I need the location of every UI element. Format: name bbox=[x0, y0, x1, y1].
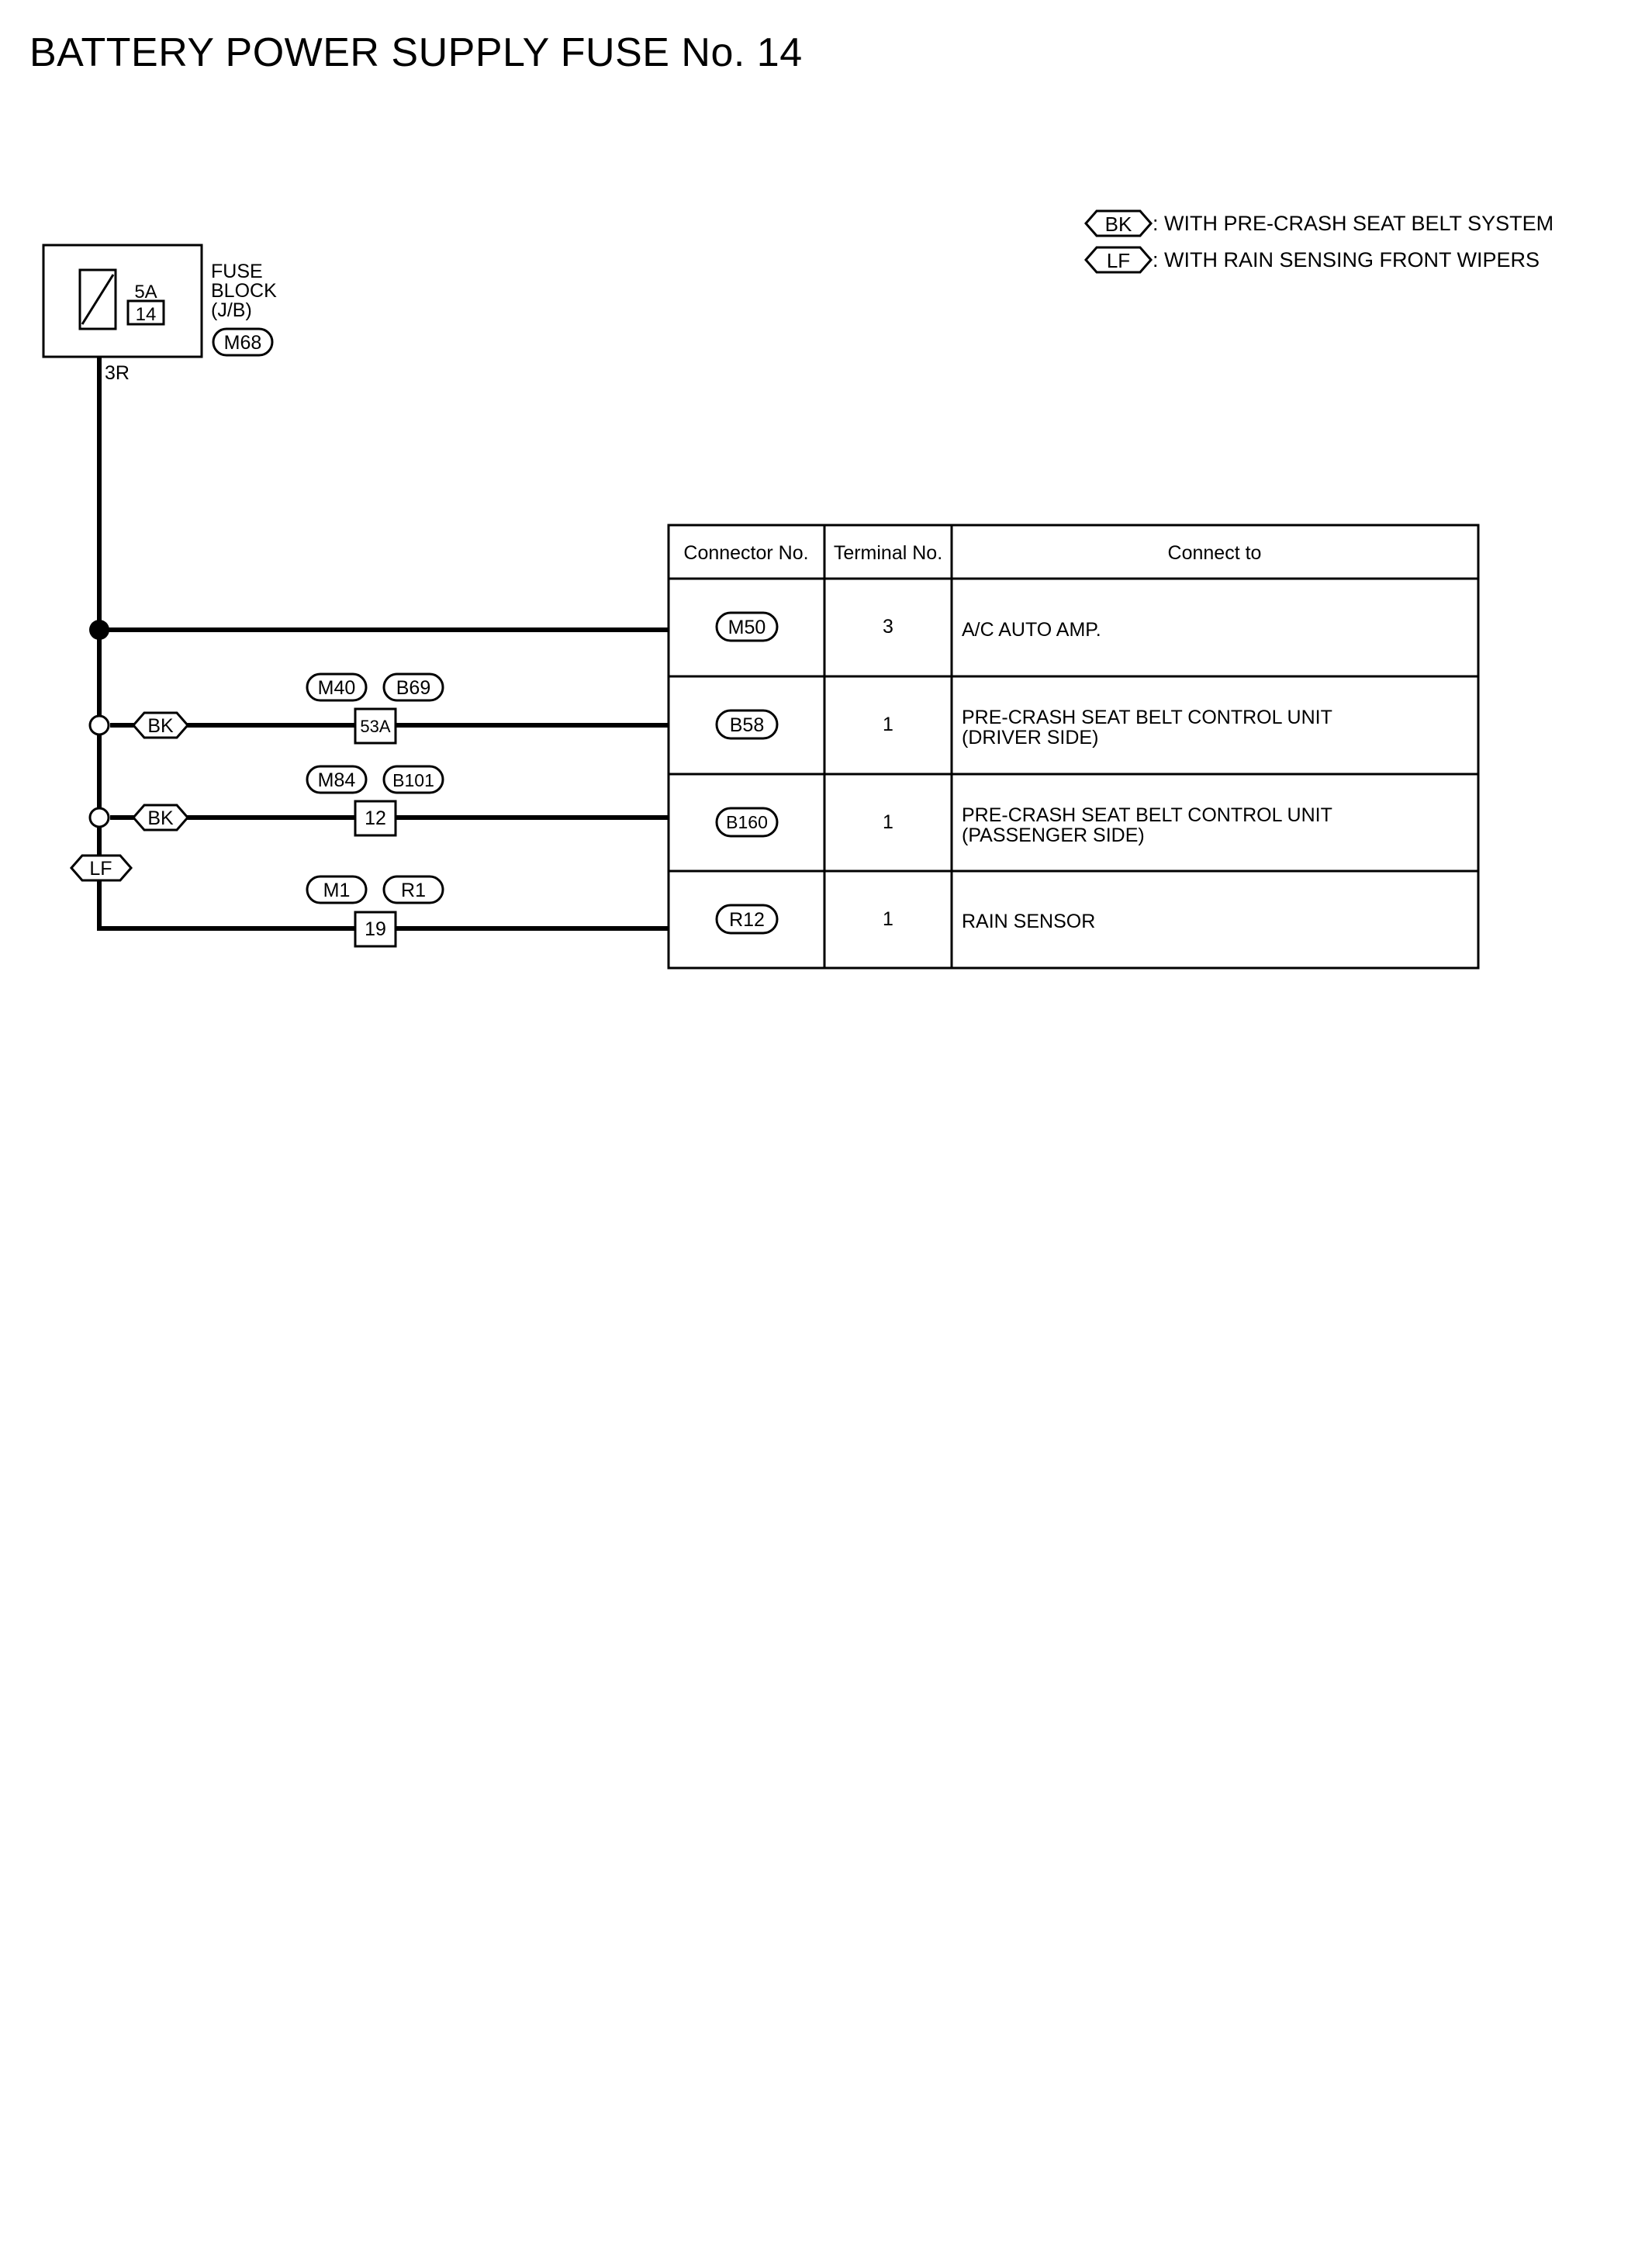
branch-bk-2 bbox=[133, 766, 443, 835]
row-connector: B58 bbox=[729, 714, 765, 736]
fuse-number: 14 bbox=[135, 304, 157, 325]
row-connector: R12 bbox=[729, 909, 765, 931]
option-code: BK bbox=[147, 715, 174, 737]
terminal-id: 53A bbox=[360, 717, 391, 736]
row-terminal: 1 bbox=[883, 908, 893, 930]
legend-code: BK bbox=[1104, 213, 1132, 236]
row-connect-to-detail: (PASSENGER SIDE) bbox=[962, 825, 1145, 846]
row-terminal: 1 bbox=[883, 714, 893, 735]
fuse-block-label: BLOCK bbox=[211, 280, 277, 302]
table-row bbox=[717, 905, 1095, 933]
legend bbox=[1086, 211, 1554, 272]
row-terminal: 1 bbox=[883, 811, 893, 833]
column-header: Connect to bbox=[1167, 542, 1262, 564]
row-connector: M50 bbox=[728, 617, 766, 638]
option-code: LF bbox=[89, 858, 112, 880]
row-terminal: 3 bbox=[883, 616, 893, 638]
fuse-block-label: (J/B) bbox=[211, 299, 252, 321]
legend-item-lf bbox=[1086, 247, 1540, 272]
row-connect-to: A/C AUTO AMP. bbox=[962, 619, 1101, 641]
row-connector: B160 bbox=[726, 812, 768, 832]
connector-id: M84 bbox=[317, 769, 356, 791]
fuse-element-icon bbox=[82, 275, 113, 324]
option-code: BK bbox=[147, 807, 174, 829]
terminal-id: 12 bbox=[365, 807, 386, 829]
fuse-amperage: 5A bbox=[134, 282, 157, 303]
fuse-block-label: FUSE bbox=[211, 261, 263, 282]
legend-code: LF bbox=[1106, 249, 1131, 272]
connection-table bbox=[669, 525, 1478, 968]
row-connect-to: PRE-CRASH SEAT BELT CONTROL UNIT bbox=[962, 804, 1332, 826]
fuse-block bbox=[43, 245, 277, 384]
branch-bk-1 bbox=[133, 674, 443, 743]
terminal-id: 19 bbox=[365, 918, 386, 940]
table-row bbox=[717, 707, 1332, 748]
legend-item-bk bbox=[1086, 211, 1554, 236]
splice-point bbox=[89, 620, 109, 640]
column-header: Terminal No. bbox=[833, 542, 943, 564]
fuse-block-outline bbox=[43, 245, 202, 357]
row-connect-to: PRE-CRASH SEAT BELT CONTROL UNIT bbox=[962, 707, 1332, 728]
wiring bbox=[97, 357, 669, 928]
legend-text: : WITH RAIN SENSING FRONT WIPERS bbox=[1153, 248, 1540, 271]
connector-id: M1 bbox=[323, 880, 351, 901]
branch-lf bbox=[71, 856, 443, 946]
row-connect-to: RAIN SENSOR bbox=[962, 911, 1096, 932]
fuse-terminal: 3R bbox=[105, 362, 130, 384]
connector-id: B69 bbox=[396, 677, 431, 699]
option-splice-point bbox=[90, 716, 109, 735]
page-title: BATTERY POWER SUPPLY FUSE No. 14 bbox=[29, 30, 803, 75]
row-connect-to-detail: (DRIVER SIDE) bbox=[962, 727, 1099, 748]
option-splice-point bbox=[90, 808, 109, 827]
column-header: Connector No. bbox=[683, 542, 809, 564]
fuse-connector: M68 bbox=[223, 332, 262, 354]
legend-text: : WITH PRE-CRASH SEAT BELT SYSTEM bbox=[1153, 212, 1554, 235]
table-header bbox=[683, 542, 1261, 564]
connector-id: M40 bbox=[317, 677, 356, 699]
table-row bbox=[717, 613, 1101, 641]
connector-id: R1 bbox=[401, 880, 426, 901]
table-row bbox=[717, 804, 1332, 846]
connector-id: B101 bbox=[392, 770, 434, 790]
